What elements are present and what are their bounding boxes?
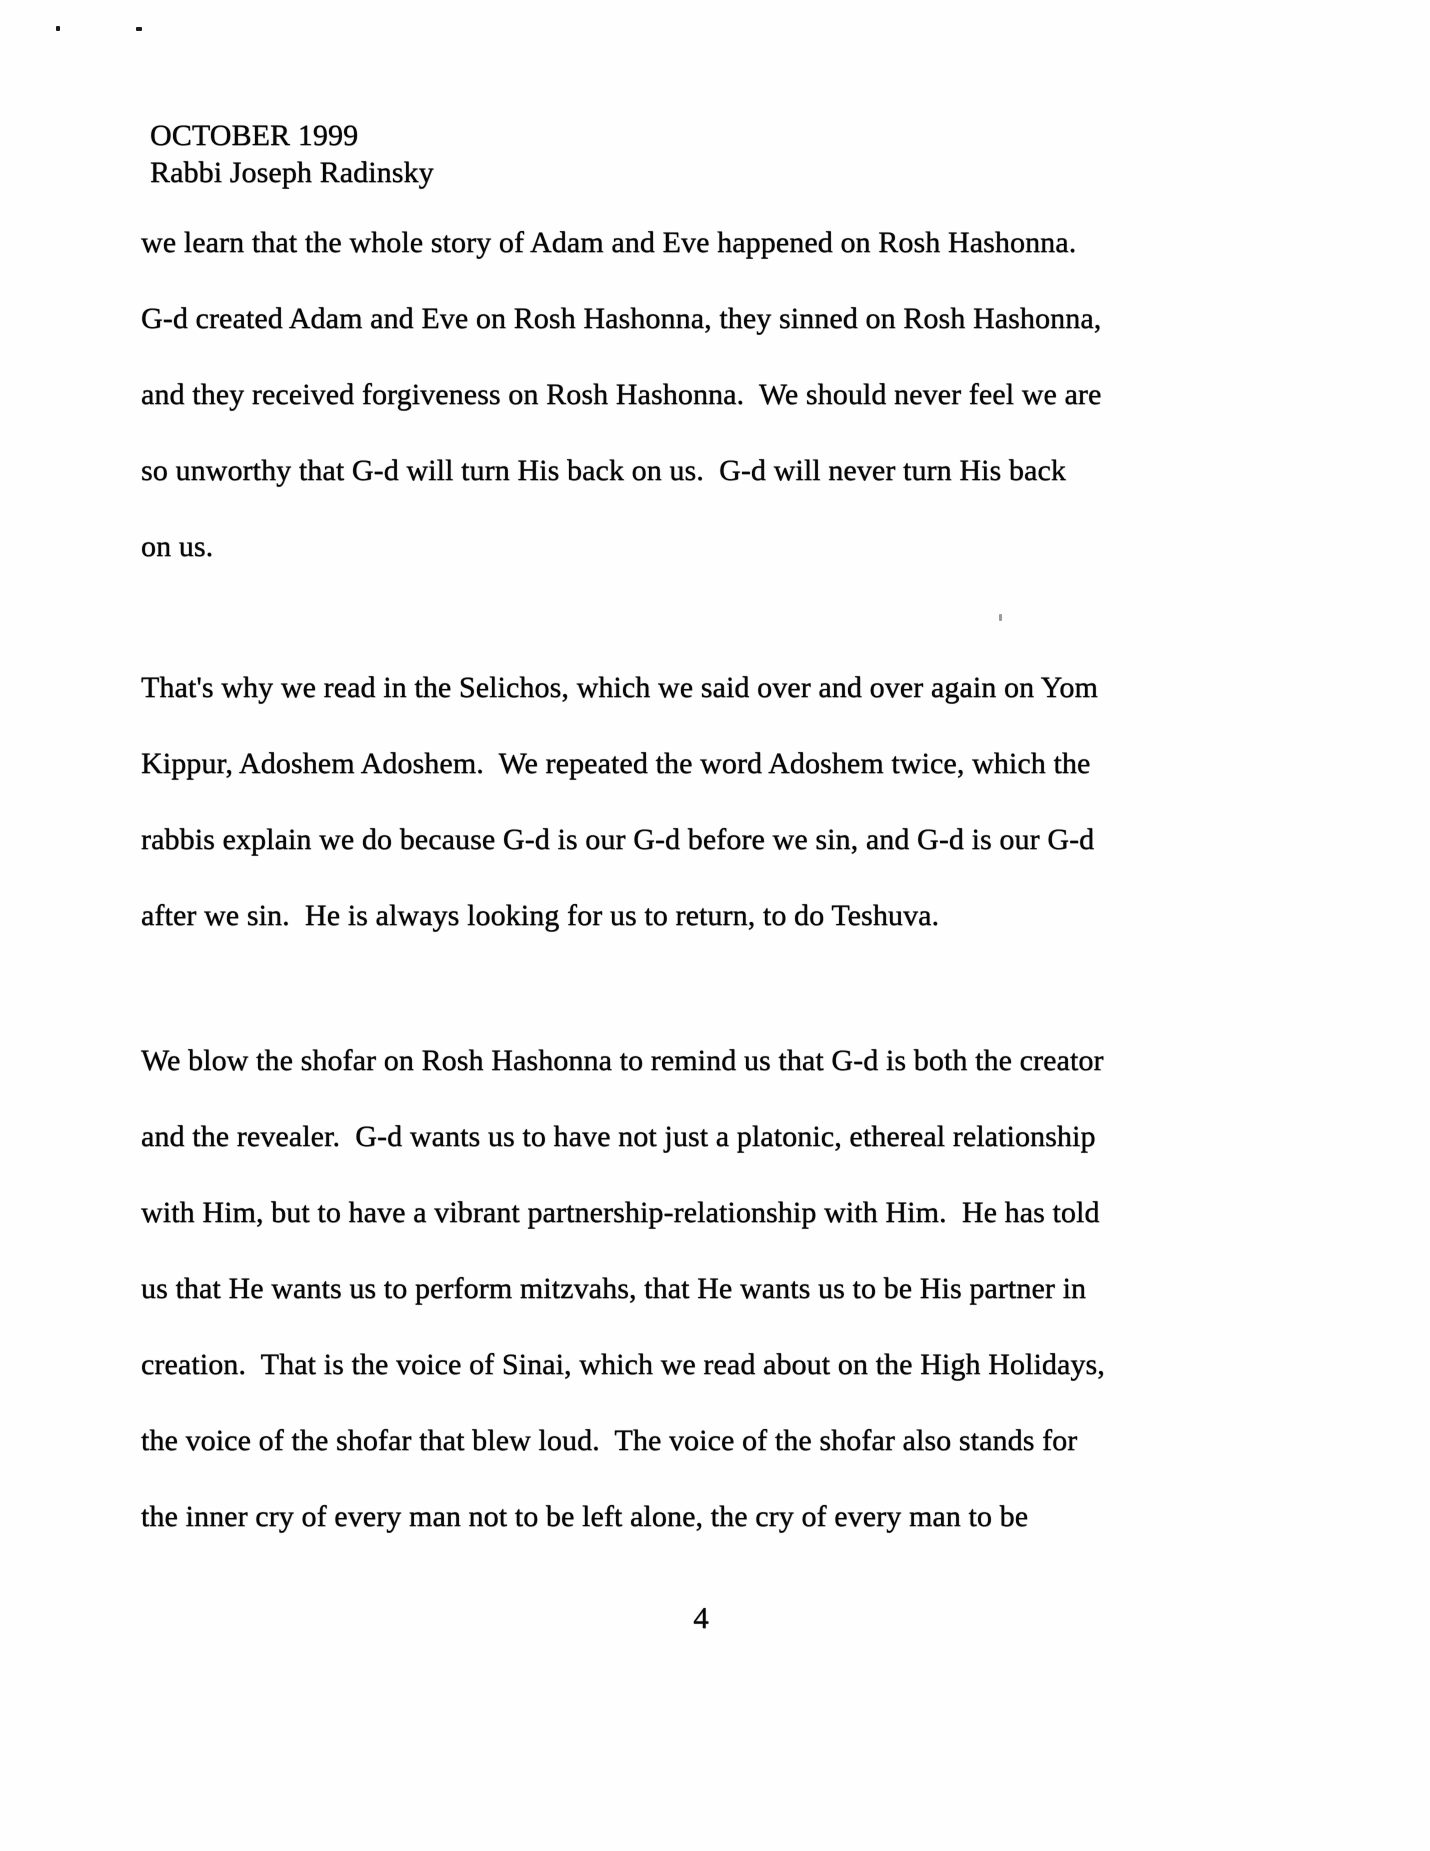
page-number: 4 [693,1600,709,1635]
text-line: and the revealer. G-d wants us to have not just a platonic, ethereal relationship [141,1120,1096,1153]
text-line: the inner cry of every man not to be left alone, the cry of every man to be [141,1500,1029,1533]
text-line: That's why we read in the Selichos, which we said over and over again on Yom [141,671,1098,704]
text-line: us that He wants us to perform mitzvahs, that He wants us to be His partner in [141,1272,1087,1305]
document-header [150,117,434,191]
text-line: G-d created Adam and Eve on Rosh Hashonna, they sinned on Rosh Hashonna, [141,302,1102,335]
paragraph-2 [141,650,1301,954]
scan-speck [56,26,60,31]
text-line: on us. [141,530,214,563]
text-line: and they received forgiveness on Rosh Hashonna. We should never feel we are [141,378,1102,411]
text-line: after we sin. He is always looking for us to return, to do Teshuva. [141,899,940,932]
text-line: the voice of the shofar that blew loud. The voice of the shofar also stands for [141,1424,1078,1457]
header-author-line: Rabbi Joseph Radinsky [150,156,434,189]
scan-speck [136,27,142,31]
text-line: we learn that the whole story of Adam and Eve happened on Rosh Hashonna. [141,226,1077,259]
text-line: rabbis explain we do because G-d is our G-d before we sin, and G-d is our G-d [141,823,1095,856]
text-line: with Him, but to have a vibrant partnership-relationship with Him. He has told [141,1196,1100,1229]
scan-speck [999,614,1002,621]
text-line: Kippur, Adoshem Adoshem. We repeated the word Adoshem twice, which the [141,747,1091,780]
paragraph-3 [141,1023,1301,1555]
text-line: We blow the shofar on Rosh Hashonna to remind us that G-d is both the creator [141,1044,1104,1077]
text-line: creation. That is the voice of Sinai, which we read about on the High Holidays, [141,1348,1105,1381]
text-line: so unworthy that G-d will turn His back on us. G-d will never turn His back [141,454,1066,487]
header-date-line: OCTOBER 1999 [150,119,359,152]
paragraph-1 [141,205,1301,585]
